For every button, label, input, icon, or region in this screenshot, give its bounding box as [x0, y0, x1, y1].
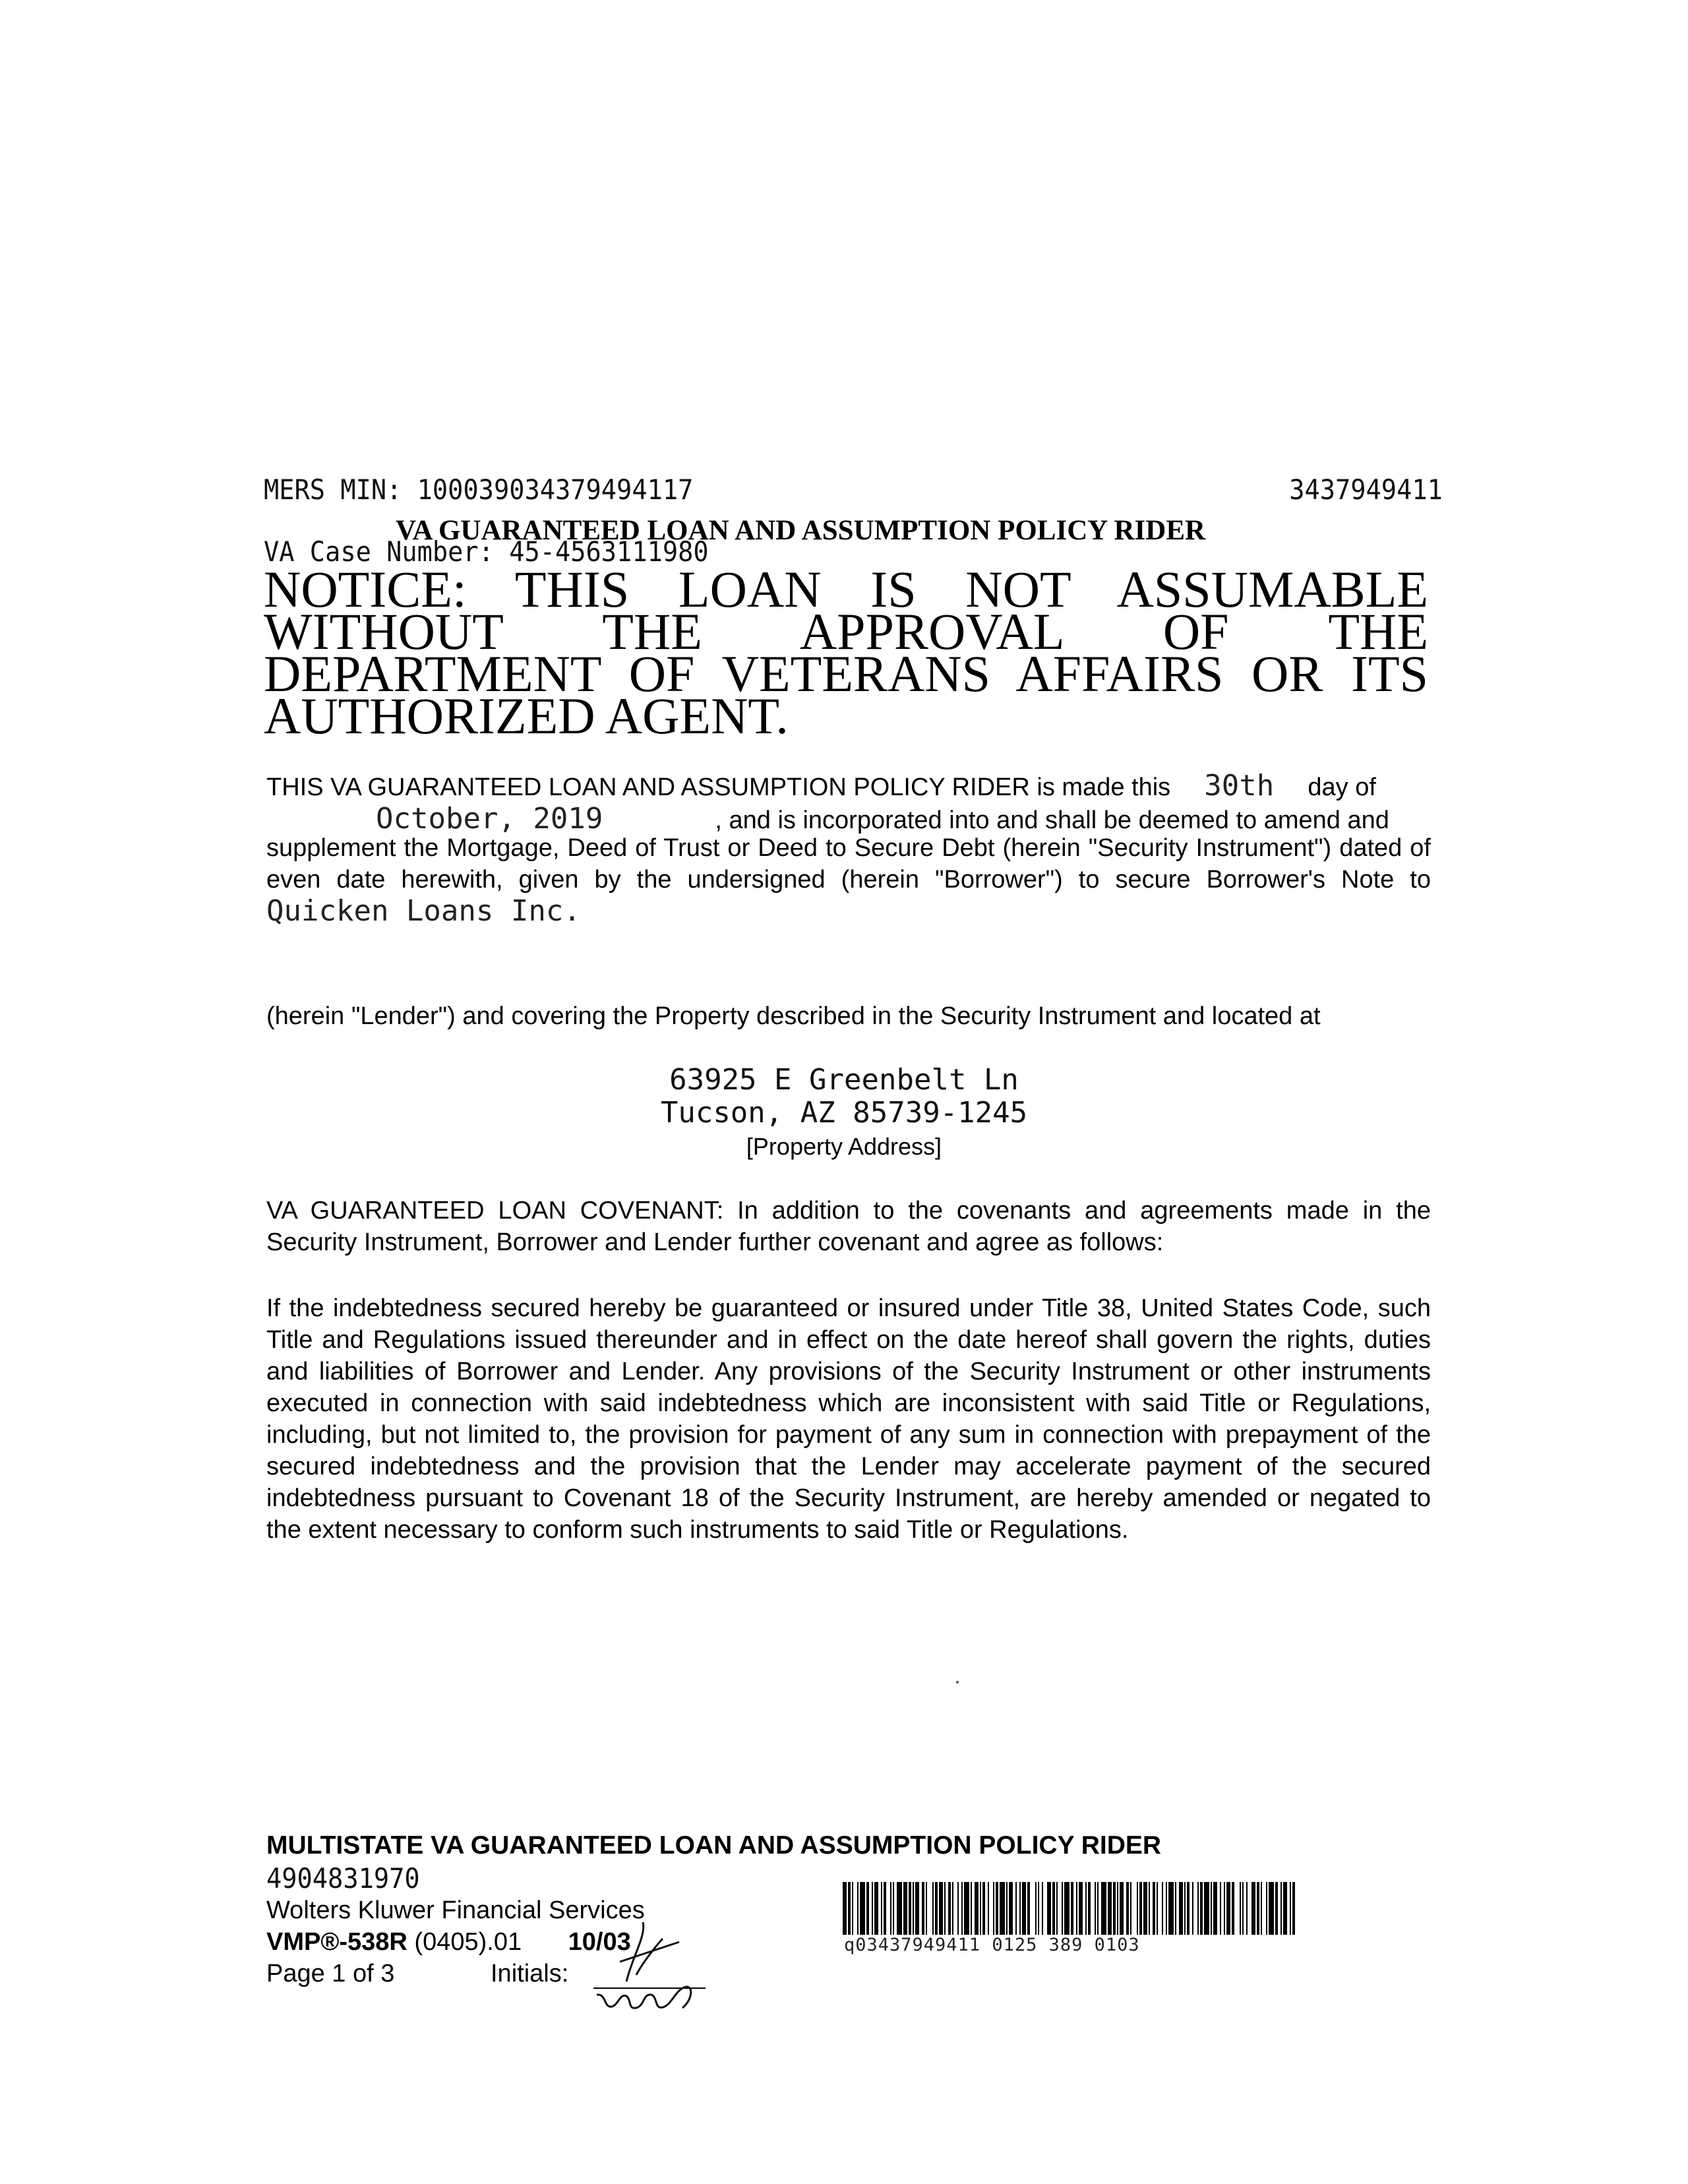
intro-line-2 — [376, 802, 1389, 835]
barcode-bar — [1184, 1882, 1186, 1935]
footer-title: MULTISTATE VA GUARANTEED LOAN AND ASSUMPTION POLICY RIDER — [266, 1831, 1162, 1860]
barcode-bar — [1027, 1882, 1030, 1935]
barcode-bar — [975, 1882, 979, 1935]
barcode-bar — [1149, 1882, 1150, 1935]
barcode-bar — [1139, 1882, 1142, 1935]
vmp-code: ®-538R — [320, 1928, 407, 1956]
intro-text-1: THIS VA GUARANTEED LOAN AND ASSUMPTION POLICY RIDER is made this — [266, 774, 1171, 801]
barcode-bar — [1290, 1882, 1291, 1935]
barcode-bar — [1130, 1882, 1131, 1935]
barcode-bar — [988, 1882, 989, 1935]
lender-name: Quicken Loans Inc. — [266, 894, 581, 928]
barcode-bar — [1085, 1882, 1087, 1935]
barcode-bar — [1257, 1882, 1259, 1935]
barcode-bar — [1153, 1882, 1155, 1935]
barcode-bar — [944, 1882, 946, 1935]
barcode-bar — [866, 1882, 869, 1935]
barcode-bar — [1101, 1882, 1106, 1935]
property-street: 63925 E Greenbelt Ln — [669, 1063, 1019, 1097]
page-number: Page 1 of 3 — [266, 1960, 395, 1987]
barcode-bar — [1226, 1882, 1230, 1935]
barcode-bar — [939, 1882, 943, 1935]
barcode-bar — [1281, 1882, 1282, 1935]
barcode-bar — [1292, 1882, 1295, 1935]
barcode-bar — [961, 1882, 963, 1935]
barcode-bar — [1242, 1882, 1244, 1935]
barcode-bar — [1168, 1882, 1174, 1935]
intro-text-4: supplement the Mortgage, Deed of Trust or Deed to Secure Debt (herein "Security Instrument") dated of even date herewith, given by the undersigned (herein "Borrower") to secure Borrower's Note to — [266, 834, 1431, 894]
barcode-bar — [1179, 1882, 1183, 1935]
barcode-bar — [1213, 1882, 1217, 1935]
barcode-bar — [1097, 1882, 1099, 1935]
barcode-bar — [1137, 1882, 1138, 1935]
barcode-bar — [1042, 1882, 1043, 1935]
initials-signature — [580, 1916, 719, 2015]
rider-title: VA GUARANTEED LOAN AND ASSUMPTION POLICY RIDER — [396, 515, 1206, 546]
loan-number: 3437949411 — [1289, 473, 1443, 506]
barcode-bar — [1283, 1882, 1287, 1935]
barcode-bar — [1088, 1882, 1091, 1935]
barcode-bar — [964, 1882, 969, 1935]
barcode-bar — [1009, 1882, 1013, 1935]
intro-text-3: , and is incorporated into and shall be deemed to amend and — [715, 806, 1389, 834]
barcode-bar — [1162, 1882, 1163, 1935]
va-case-number: VA Case Number: 45-4563111980 — [264, 535, 709, 568]
barcode-bar — [1232, 1882, 1234, 1935]
barcode-bar — [1120, 1882, 1124, 1935]
barcode-bar — [874, 1882, 878, 1935]
barcode-bar — [843, 1882, 847, 1935]
barcode-bar — [1197, 1882, 1199, 1935]
barcode-bar — [1192, 1882, 1193, 1935]
barcode-bar — [1064, 1882, 1070, 1935]
barcode-bar — [982, 1882, 985, 1935]
barcode-bar — [1220, 1882, 1221, 1935]
barcode-bar — [1047, 1882, 1051, 1935]
barcode-bar — [1079, 1882, 1083, 1935]
barcode-bar — [980, 1882, 981, 1935]
barcode-bar — [1269, 1882, 1274, 1935]
barcode-bar — [1019, 1882, 1021, 1935]
barcode-bar — [922, 1882, 924, 1935]
barcode-bar — [1038, 1882, 1039, 1935]
barcode-bar — [1204, 1882, 1209, 1935]
mers-min: MERS MIN: 100039034379494117 — [264, 473, 694, 506]
barcode-bar — [1108, 1882, 1112, 1935]
barcode-bar — [903, 1882, 907, 1935]
barcode-bar — [952, 1882, 953, 1935]
barcode-bar — [935, 1882, 938, 1935]
rider-day: 30th — [1204, 769, 1275, 803]
vmp-date: 10/03 — [568, 1928, 631, 1956]
barcode-bar — [913, 1882, 914, 1935]
barcode-bar — [1052, 1882, 1055, 1935]
barcode-bar — [1076, 1882, 1077, 1935]
barcode-bar — [1211, 1882, 1212, 1935]
vmp-form-code — [266, 1928, 631, 1957]
initials-label: Initials: — [491, 1960, 569, 1987]
barcode-bar — [993, 1882, 994, 1935]
barcode-bar — [1143, 1882, 1147, 1935]
title38-paragraph: If the indebtedness secured hereby be guaranteed or insured under Title 38, United States Code, such Title and Regulations issued thereunder and in effect on the date hereof shall govern the rights, duties and liabilities of Borrower and Lender. Any provisions of the Security Instrument or other instruments executed in connection with said indebtedness which are inconsistent with said Title or Regulations, including, but not limited to, the provision for payment of any sum in connection with prepayment of the secured indebtedness and the provision that the Lender may accelerate payment of the secured indebtedness pursuant to Covenant 18 of the Security Instrument, are hereby amended or negated to the extent necessary to conform such instruments to said Title or Regulations. — [266, 1294, 1431, 1544]
barcode-bar — [1246, 1882, 1248, 1935]
barcode-bar — [1071, 1882, 1073, 1935]
barcode-bar — [1062, 1882, 1063, 1935]
barcode-bar — [1266, 1882, 1267, 1935]
scan-speck — [956, 1681, 959, 1684]
barcode-bar — [1240, 1882, 1241, 1935]
barcode-bar — [1117, 1882, 1118, 1935]
barcode-bar — [1000, 1882, 1005, 1935]
barcode-bar — [1224, 1882, 1225, 1935]
property-city-state-zip: Tucson, AZ 85739-1245 — [660, 1096, 1028, 1130]
barcode-bar — [1056, 1882, 1058, 1935]
barcode-bar — [1095, 1882, 1096, 1935]
barcode-bar — [915, 1882, 919, 1935]
property-address-label: [Property Address] — [746, 1133, 942, 1160]
barcode-bar — [860, 1882, 865, 1935]
form-number: 4904831970 — [266, 1862, 420, 1895]
vmp-version: (0405).01 — [414, 1928, 522, 1956]
publisher-name: Wolters Kluwer Financial Services — [266, 1896, 645, 1924]
barcode-bar — [1006, 1882, 1008, 1935]
barcode-number: q03437949411 0125 389 0103 — [844, 1935, 1140, 1955]
barcode-bar — [890, 1882, 891, 1935]
lender-paragraph: (herein "Lender") and covering the Property described in the Security Instrument and located at — [266, 1002, 1321, 1030]
barcode-bar — [857, 1882, 859, 1935]
barcode-bar — [1166, 1882, 1167, 1935]
barcode-bar — [1157, 1882, 1158, 1935]
barcode-bar — [932, 1882, 934, 1935]
intro-paragraph — [266, 832, 1431, 928]
intro-line-1 — [266, 770, 1431, 803]
barcode-bar — [948, 1882, 951, 1935]
barcode-bar — [1251, 1882, 1255, 1935]
barcode-bar — [848, 1882, 851, 1935]
barcode-bar — [1200, 1882, 1203, 1935]
barcode-bar — [884, 1882, 886, 1935]
covenant-paragraph: VA GUARANTEED LOAN COVENANT: In addition to the covenants and agreements made in the Security Instrument, Borrower and Lender further covenant and agree as follows: — [266, 1197, 1431, 1256]
barcode-bar — [881, 1882, 882, 1935]
barcode-bar — [1275, 1882, 1278, 1935]
barcode-bar — [1126, 1882, 1129, 1935]
barcode-bar — [971, 1882, 972, 1935]
barcode-bar — [1187, 1882, 1190, 1935]
barcode-bar — [872, 1882, 873, 1935]
barcode-bar — [996, 1882, 998, 1935]
barcode-bar — [957, 1882, 959, 1935]
barcode-bar — [852, 1882, 853, 1935]
barcode-bar — [893, 1882, 894, 1935]
intro-text-2: day of — [1308, 774, 1376, 801]
barcode-bar — [897, 1882, 902, 1935]
barcode-bar — [1113, 1882, 1116, 1935]
barcode — [843, 1882, 1298, 1935]
barcode-bar — [1022, 1882, 1026, 1935]
barcode-bar — [1261, 1882, 1262, 1935]
assumability-notice: NOTICE: THIS LOAN IS NOT ASSUMABLE WITHOUT THE APPROVAL OF THE DEPARTMENT OF VETERANS AFFAIRS OR ITS AUTHORIZED AGENT. — [264, 561, 1428, 744]
barcode-bar — [1175, 1882, 1176, 1935]
barcode-bar — [1035, 1882, 1037, 1935]
vmp-prefix: VMP — [266, 1928, 321, 1956]
barcode-bar — [1015, 1882, 1017, 1935]
barcode-bar — [926, 1882, 927, 1935]
barcode-bar — [909, 1882, 911, 1935]
rider-month-year: October, 2019 — [376, 802, 603, 835]
